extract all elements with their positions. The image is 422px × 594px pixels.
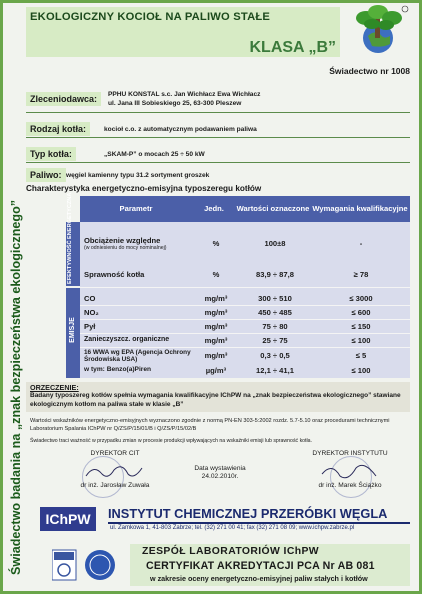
boiler-kind-value: kocioł c.o. z automatycznym podawaniem paliwa: [104, 126, 257, 133]
col-param: Parametr: [119, 203, 153, 213]
row-unit: µg/m³: [205, 366, 227, 375]
divider: [26, 137, 410, 138]
row-value: 450 ÷ 485: [258, 308, 292, 317]
row-unit: %: [212, 270, 220, 279]
row-value: 100±8: [264, 239, 286, 248]
row-unit: mg/m³: [204, 294, 228, 303]
fuel-value: węgiel kamienny typu 31.2 sortyment groszek: [66, 172, 210, 179]
row-value: 83,9 ÷ 87,8: [256, 270, 294, 279]
divider: [80, 305, 410, 306]
certificate-number: Świadectwo nr 1008: [329, 66, 410, 76]
eco-logo-icon: [344, 4, 410, 54]
divider: [80, 287, 410, 288]
row-unit: mg/m³: [204, 322, 228, 331]
row-param-sub: (w odniesieniu do mocy nominalnej): [84, 245, 167, 251]
header-band: [26, 7, 340, 57]
row-param: CO: [84, 294, 96, 303]
row-param: Pył: [84, 322, 96, 331]
row-req: ≤ 100: [351, 336, 371, 345]
characteristics-title: Charakterystyka energetyczno-emisyjna typoszeregu kotłów: [26, 184, 262, 193]
row-param: 16 WWA wg EPA (Agencja Ochrony Środowiska USA): [84, 349, 191, 364]
group-efficiency: [66, 192, 80, 286]
labs-line1: ZESPÓŁ LABORATORIÓW IChPW: [142, 546, 320, 557]
row-value: 12,1 ÷ 41,1: [256, 366, 294, 375]
conclusion-text: Badany typoszereg kotłów spełnia wymagania kwalifikacyjne IChPW na „znak bezpieczeństwa ekologicznego” stawiane ekologicznym kotłom na paliwa stałe w klasie „B”: [30, 392, 401, 408]
row-value: 25 ÷ 75: [262, 336, 288, 345]
client-label: Zleceniodawca:: [26, 92, 101, 106]
divider: [26, 162, 410, 163]
table-row: [84, 236, 166, 251]
row-value: 75 ÷ 80: [262, 322, 288, 331]
conclusion-heading: ORZECZENIE:: [30, 383, 79, 392]
date-value: 24.02.2010r.: [201, 473, 239, 480]
col-req: Wymagania kwalifikacyjne: [312, 203, 408, 213]
row-req: ≤ 150: [351, 322, 371, 331]
row-req: ≤ 5: [355, 351, 367, 360]
institute-logo: IChPW: [40, 507, 96, 531]
col-unit: Jedn.: [204, 203, 224, 213]
validity-note: Świadectwo traci ważność w przypadku zmian w procesie produkcji wpływających na wskaźniki emisji lub sprawność kotła.: [30, 438, 312, 444]
row-unit: mg/m³: [204, 336, 228, 345]
row-req: ≥ 78: [353, 270, 369, 279]
right-signature-title: DYREKTOR INSTYTUTU: [312, 450, 388, 457]
client-address: ul. Jana III Sobieskiego 25, 63-300 Pleszew: [108, 100, 242, 107]
header-title: EKOLOGICZNY KOCIOŁ NA PALIWO STAŁE: [30, 11, 271, 23]
left-signature-name: dr inż. Jarosław Zuwała: [80, 482, 150, 489]
institute-name: INSTYTUT CHEMICZNEJ PRZERÓBKI WĘGLA: [108, 506, 388, 521]
boiler-type-label: Typ kotła:: [26, 147, 76, 161]
boiler-kind-label: Rodzaj kotła:: [26, 122, 90, 136]
row-param: w tym: Benzo(a)Piren: [84, 366, 152, 373]
group-efficiency-label: EFEKTYWNOŚĆ ENERGETYCZNA: [67, 192, 73, 284]
labs-line2: CERTYFIKAT AKREDYTACJI PCA Nr AB 081: [146, 560, 375, 572]
divider: [26, 112, 410, 113]
row-value: 0,3 ÷ 0,5: [260, 351, 290, 360]
row-unit: mg/m³: [204, 351, 228, 360]
right-signature-icon: [320, 462, 380, 482]
group-emissions: [66, 288, 80, 378]
row-req: ≤ 600: [351, 308, 371, 317]
row-req: -: [359, 239, 363, 248]
fuel-label: Paliwo:: [26, 168, 66, 182]
group-emissions-label: EMISJE: [69, 317, 76, 343]
divider: [80, 347, 410, 348]
accreditation-badges-icon: [52, 548, 124, 582]
row-value: 300 ÷ 510: [258, 294, 292, 303]
row-param: NO₂: [84, 308, 99, 317]
labs-line3: w zakresie oceny energetyczno-emisyjnej paliw stałych i kotłów: [150, 574, 368, 583]
side-vertical-text: Świadectwo badania na „znak bezpieczeństwa ekologicznego”: [9, 199, 23, 575]
divider: [80, 319, 410, 320]
table-header: [80, 196, 410, 222]
date-label: Data wystawienia: [194, 465, 246, 472]
divider: [80, 333, 410, 334]
row-param: Sprawność kotła: [84, 270, 145, 279]
client-name: PPHU KONSTAL s.c. Jan Wichłacz Ewa Wichłacz: [108, 91, 261, 98]
row-param: Obciążenie względne: [84, 236, 161, 245]
row-param: Zanieczyszcz. organiczne: [84, 336, 170, 343]
method-note: Wartości wskaźników energetyczno-emisyjnych wyznaczono zgodnie z normą PN-EN 303-5:2002 rozdz. 5.7-5.10 oraz procedurami technicznymi Laboratorium Spalania IChPW nr Q/ZS/P/15/01/B i Q/ZS/P/15/02/B: [30, 418, 390, 432]
boiler-type-value: „SKAM-P” o mocach 25 ÷ 50 kW: [104, 151, 205, 158]
divider: [108, 522, 410, 524]
row-req: ≤ 100: [351, 366, 371, 375]
right-signature-name: dr inż. Marek Ściążko: [318, 482, 382, 489]
class-label: KLASA „B”: [249, 39, 336, 56]
row-unit: mg/m³: [204, 308, 228, 317]
left-signature-icon: [84, 462, 144, 482]
row-req: ≤ 3000: [349, 294, 373, 303]
left-signature-title: DYREKTOR CIT: [90, 450, 140, 457]
col-value: Wartości oznaczone: [236, 203, 310, 213]
row-unit: %: [212, 239, 220, 248]
institute-address: ul. Zamkowa 1, 41-803 Zabrze; tel. (32) 271 00 41; fax (32) 271 08 09; www.ichpw.zabrze.pl: [110, 525, 355, 531]
